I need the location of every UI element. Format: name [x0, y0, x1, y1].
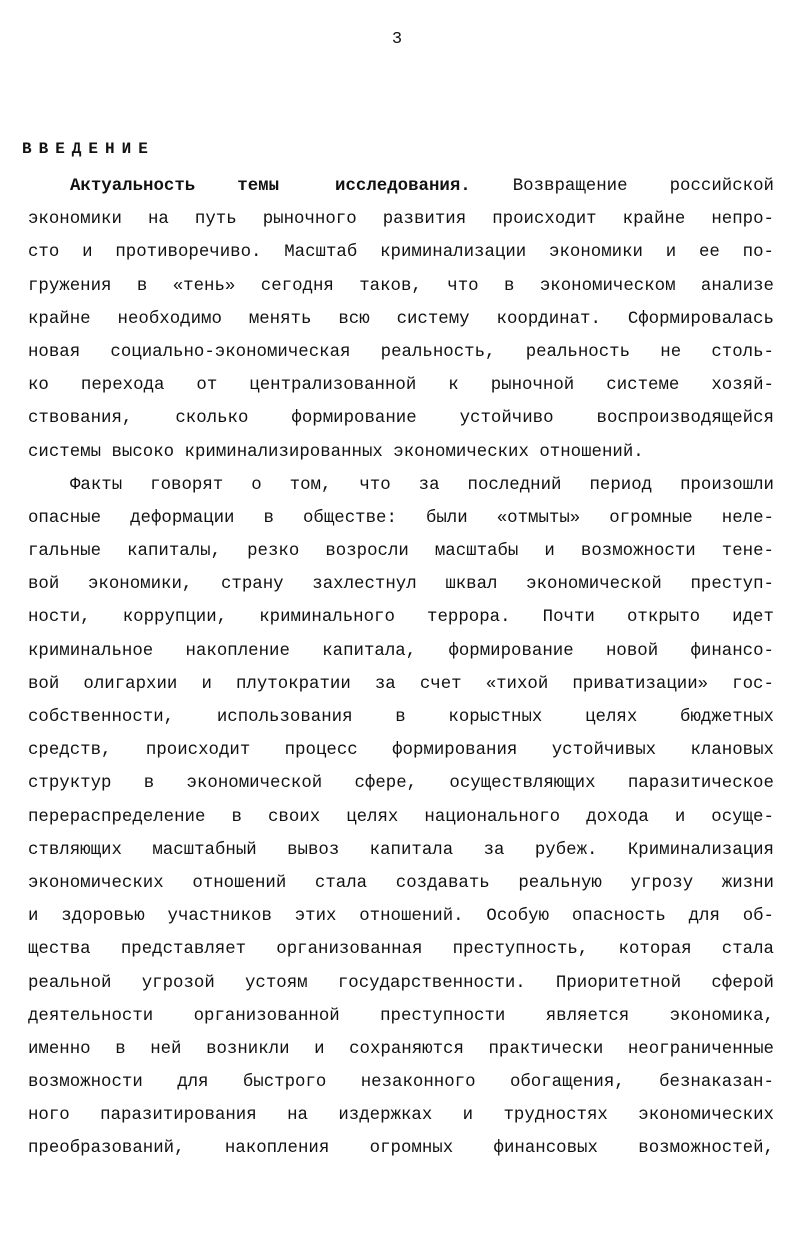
word: устойчиво	[459, 409, 554, 429]
word: и	[314, 1039, 325, 1059]
word: тене-	[721, 542, 774, 562]
word: устоям	[245, 973, 308, 993]
word: воспроизводящейся	[596, 409, 774, 429]
paragraph-2-line	[28, 1033, 774, 1066]
word: преобразований,	[28, 1139, 185, 1159]
line-text	[28, 1033, 774, 1066]
word: сегодня	[260, 276, 334, 296]
word: захлестнул	[312, 575, 417, 595]
line-text: системы высоко криминализированных экономических отношений.	[28, 442, 644, 462]
word: неограниченные	[627, 1039, 774, 1059]
line-text	[28, 535, 774, 568]
line-text	[28, 1099, 774, 1132]
word: Масштаб	[284, 243, 358, 263]
line-text	[28, 303, 774, 336]
word: последний	[467, 475, 562, 495]
word: целях	[346, 807, 399, 827]
word: издержках	[338, 1106, 433, 1126]
word: экономика,	[669, 1006, 774, 1026]
word: рыночной	[490, 376, 575, 396]
paragraph-2-line	[28, 1132, 774, 1165]
word: экономической	[186, 774, 323, 794]
word: экономической	[526, 575, 662, 595]
section-heading: ВВЕДЕНИЕ	[22, 140, 155, 158]
word: обогащения,	[509, 1073, 625, 1093]
word: организованная	[276, 940, 423, 960]
word: обществе:	[302, 508, 397, 528]
line-text	[28, 933, 774, 966]
paragraph-2-line	[28, 601, 774, 634]
word: системе	[606, 376, 680, 396]
word: в	[504, 276, 515, 296]
word: организованной	[193, 1006, 340, 1026]
word: огромных	[369, 1139, 454, 1159]
word: координат.	[496, 309, 601, 329]
word: в	[231, 807, 242, 827]
word: капитала,	[322, 641, 417, 661]
word: и	[674, 807, 686, 827]
word: возросли	[325, 542, 409, 562]
word: на	[147, 210, 169, 230]
word: шквал	[445, 575, 498, 595]
word: о	[251, 475, 262, 495]
word: «отмыты»	[496, 508, 581, 528]
paragraph-2-line	[28, 734, 774, 767]
word: путь	[194, 210, 237, 230]
word: ко	[28, 376, 49, 396]
paragraph-2-line	[28, 933, 774, 966]
word: вой	[28, 575, 60, 595]
word: анализе	[700, 276, 774, 296]
line-text	[28, 734, 774, 767]
word: экономики	[549, 243, 643, 263]
line-text	[28, 801, 774, 834]
word: в	[395, 708, 406, 727]
word: корыстных	[448, 708, 543, 727]
word: экономики	[28, 210, 122, 230]
paragraph-1-line	[28, 236, 774, 269]
paragraph-2-line	[28, 701, 774, 734]
word: террора.	[427, 608, 511, 628]
paragraph-2-line	[28, 635, 774, 668]
word: реальную	[518, 873, 602, 893]
word: практически	[488, 1039, 604, 1059]
word: за	[418, 475, 440, 495]
word: столь-	[711, 342, 774, 362]
word: за	[374, 674, 396, 694]
word: дохода	[586, 807, 649, 827]
word: государственности.	[337, 973, 526, 993]
word: рыночного	[262, 210, 357, 230]
word: огромные	[609, 508, 693, 528]
line-text	[28, 568, 774, 601]
word: этих	[294, 907, 337, 927]
word: стала	[314, 873, 368, 893]
word: финансо-	[690, 641, 774, 661]
word: централизованной	[249, 376, 417, 396]
word: в	[143, 774, 155, 794]
word: экономики,	[87, 575, 193, 595]
word: финансовых	[493, 1139, 598, 1159]
paragraph-2-line	[28, 834, 774, 867]
paragraph-1-line-1	[28, 170, 774, 203]
word: участников	[167, 907, 272, 927]
paragraph-1-line	[28, 270, 774, 303]
word: Почти	[542, 608, 595, 628]
word: перераспределение	[28, 807, 206, 827]
word: капитала	[369, 840, 454, 860]
word: реальной	[28, 973, 112, 993]
word: экономических	[28, 873, 164, 893]
word: угрозу	[630, 873, 694, 893]
word: трудностях	[503, 1106, 608, 1126]
word: резко	[247, 542, 300, 562]
word: в	[136, 276, 148, 296]
word: масштабный	[152, 840, 257, 860]
line-text	[28, 867, 774, 900]
word: рубеж.	[534, 840, 598, 860]
word: сто	[28, 243, 60, 263]
word: структур	[28, 774, 112, 794]
word: экономических	[638, 1106, 774, 1126]
word: безнаказан-	[659, 1073, 774, 1093]
word: опасность	[571, 907, 666, 927]
word: ее	[698, 243, 720, 263]
word: преступность,	[452, 940, 589, 960]
word: происходит	[492, 210, 597, 230]
word: бюджетных	[680, 708, 774, 727]
paragraph-1-line	[28, 303, 774, 336]
line-text	[28, 1000, 774, 1033]
word: сферой	[711, 973, 774, 993]
word: угрозой	[141, 973, 215, 993]
line-text	[28, 601, 774, 634]
word: сколько	[175, 409, 249, 429]
paragraph-2-line	[28, 867, 774, 900]
word: развития	[382, 210, 467, 230]
line-text	[28, 1066, 774, 1099]
paragraph-2-line	[28, 1000, 774, 1033]
word: криминализации	[380, 243, 527, 263]
word: для	[177, 1073, 209, 1093]
paragraph-2-line	[28, 1099, 774, 1132]
line-text	[28, 236, 774, 269]
word: что	[447, 276, 479, 296]
word: произошли	[680, 475, 774, 495]
word: клановых	[690, 741, 774, 761]
page-number: 3	[391, 30, 403, 49]
word: в	[115, 1039, 126, 1059]
word: криминальное	[28, 641, 154, 661]
word: говорят	[150, 475, 224, 495]
word: и	[201, 674, 212, 694]
word: и	[82, 243, 93, 263]
word: деформации	[130, 508, 235, 528]
word: средств,	[28, 741, 112, 761]
paragraph-1-line	[28, 436, 774, 469]
word: к	[448, 376, 459, 396]
paragraph-1-line-1-rest: Возвращение	[512, 177, 628, 196]
word: опасные	[28, 508, 102, 528]
word: ности,	[28, 608, 91, 628]
word: непро-	[711, 210, 774, 230]
word: социально-экономическая	[110, 342, 351, 362]
word: сфере,	[354, 774, 418, 794]
word: перехода	[80, 376, 165, 396]
word: возможности	[28, 1073, 143, 1093]
word: целях	[585, 708, 638, 727]
word: быстрого	[242, 1073, 327, 1093]
word: об-	[742, 907, 774, 927]
word: олигархии	[83, 674, 178, 694]
word: накопление	[185, 641, 290, 661]
word: является	[545, 1006, 630, 1026]
word: незаконного	[360, 1073, 476, 1093]
word: открыто	[626, 608, 701, 628]
word: на	[287, 1106, 308, 1126]
word: формирование	[291, 409, 417, 429]
word: крайне	[622, 210, 686, 230]
word: новая	[28, 342, 81, 362]
lead-word-3: исследования.	[335, 177, 471, 196]
word: российской	[669, 177, 774, 196]
word: страну	[221, 575, 284, 595]
word: противоречиво.	[115, 243, 262, 263]
word: гружения	[28, 276, 112, 296]
line-text	[28, 369, 774, 402]
body-text	[28, 170, 774, 1166]
paragraph-2-line	[28, 535, 774, 568]
word: щества	[28, 940, 91, 960]
word: устойчивых	[551, 741, 657, 761]
word: том,	[289, 475, 332, 495]
word: отношений.	[359, 907, 464, 927]
word: жизни	[721, 873, 774, 893]
word: по-	[742, 243, 774, 263]
paragraph-2-line	[28, 900, 774, 933]
word: новой	[605, 641, 659, 661]
word: что	[359, 475, 391, 495]
word: вой	[28, 674, 60, 694]
lead-word-2: темы	[237, 177, 280, 196]
line-text	[28, 402, 774, 435]
word: именно	[28, 1039, 91, 1059]
word: необходимо	[117, 309, 222, 329]
word: ствования,	[28, 409, 133, 429]
word: «тихой	[485, 674, 549, 694]
paragraph-2-line	[28, 801, 774, 834]
word: сохраняются	[349, 1039, 464, 1059]
word: преступности	[380, 1006, 506, 1026]
paragraph-2-line	[28, 568, 774, 601]
paragraph-2-line	[28, 967, 774, 1000]
word: экономическом	[539, 276, 676, 296]
line-text	[28, 767, 774, 800]
word: осуще-	[711, 807, 774, 827]
paragraph-2-line	[28, 502, 774, 535]
word: здоровью	[61, 907, 145, 927]
word: формирование	[448, 641, 574, 661]
word: были	[425, 508, 468, 528]
word: не	[660, 342, 682, 362]
line-text	[28, 1132, 774, 1165]
word: менять	[248, 309, 312, 329]
word: реальность	[525, 342, 631, 362]
line-text	[28, 502, 774, 535]
word: всю	[338, 309, 370, 329]
word: преступ-	[690, 575, 774, 595]
word: создавать	[395, 873, 490, 893]
word: происходит	[145, 741, 251, 761]
word: в	[263, 508, 274, 528]
word: от	[196, 376, 218, 396]
word: использования	[216, 708, 353, 727]
word: приватизации»	[572, 674, 709, 694]
paragraph-1-line	[28, 203, 774, 236]
word: возможности	[580, 542, 696, 562]
word: ного	[28, 1106, 70, 1126]
word: масштабы	[434, 542, 519, 562]
line-text	[28, 336, 774, 369]
word: Факты	[70, 475, 123, 495]
word: крайне	[28, 309, 91, 329]
word: которая	[618, 940, 692, 960]
paragraph-2-line	[28, 668, 774, 701]
word: Сформировалась	[627, 309, 774, 329]
word: реальность,	[380, 342, 496, 362]
word: счет	[419, 674, 462, 694]
line-text	[28, 270, 774, 303]
word: Особую	[486, 907, 550, 927]
word: капиталы,	[127, 542, 222, 562]
line-text	[28, 834, 774, 867]
word: паразитирования	[100, 1106, 257, 1126]
word: криминального	[259, 608, 395, 628]
word: и	[665, 243, 677, 263]
line-text	[28, 701, 774, 734]
line-text	[70, 469, 774, 502]
word: коррупции,	[122, 608, 228, 628]
paragraph-2-line	[28, 767, 774, 800]
word: ствляющих	[28, 840, 122, 860]
word: таков,	[359, 276, 422, 296]
word: паразитическое	[627, 774, 774, 794]
word: систему	[396, 309, 470, 329]
paragraph-2-line	[28, 469, 774, 502]
line-text	[28, 203, 774, 236]
word: вывоз	[287, 840, 340, 860]
word: национального	[424, 807, 561, 827]
word: деятельности	[28, 1006, 154, 1026]
paragraph-1-line	[28, 402, 774, 435]
word: процесс	[284, 741, 358, 761]
line-text	[28, 668, 774, 701]
word: гос-	[732, 674, 774, 694]
paragraph-1-line	[28, 369, 774, 402]
word: плутократии	[235, 674, 351, 694]
word: Приоритетной	[555, 973, 682, 993]
paragraph-2-line	[28, 1066, 774, 1099]
word: ней	[150, 1039, 182, 1059]
paragraph-1-line	[28, 336, 774, 369]
word: представляет	[120, 940, 247, 960]
word: «тень»	[172, 276, 236, 296]
word: формирования	[392, 741, 518, 761]
word: Криминализация	[627, 840, 774, 860]
word: неле-	[721, 508, 774, 528]
word: для	[688, 907, 720, 927]
word: идет	[732, 608, 774, 628]
word: и	[28, 907, 39, 927]
word: накопления	[224, 1139, 330, 1159]
word: своих	[267, 807, 321, 827]
word: период	[589, 475, 653, 495]
word: и	[544, 542, 555, 562]
word: возможностей,	[638, 1139, 774, 1159]
word: отношений	[192, 873, 287, 893]
word: гальные	[28, 542, 102, 562]
word: собственности,	[28, 708, 175, 727]
word: возникли	[206, 1039, 290, 1059]
word: хозяй-	[711, 376, 774, 396]
lead-word-1: Актуальность	[70, 177, 196, 196]
line-text	[28, 900, 774, 933]
line-text	[28, 635, 774, 668]
word: и	[462, 1106, 474, 1126]
word: осуществляющих	[449, 774, 596, 794]
word: за	[483, 840, 505, 860]
word: стала	[721, 940, 774, 960]
line-text	[28, 967, 774, 1000]
